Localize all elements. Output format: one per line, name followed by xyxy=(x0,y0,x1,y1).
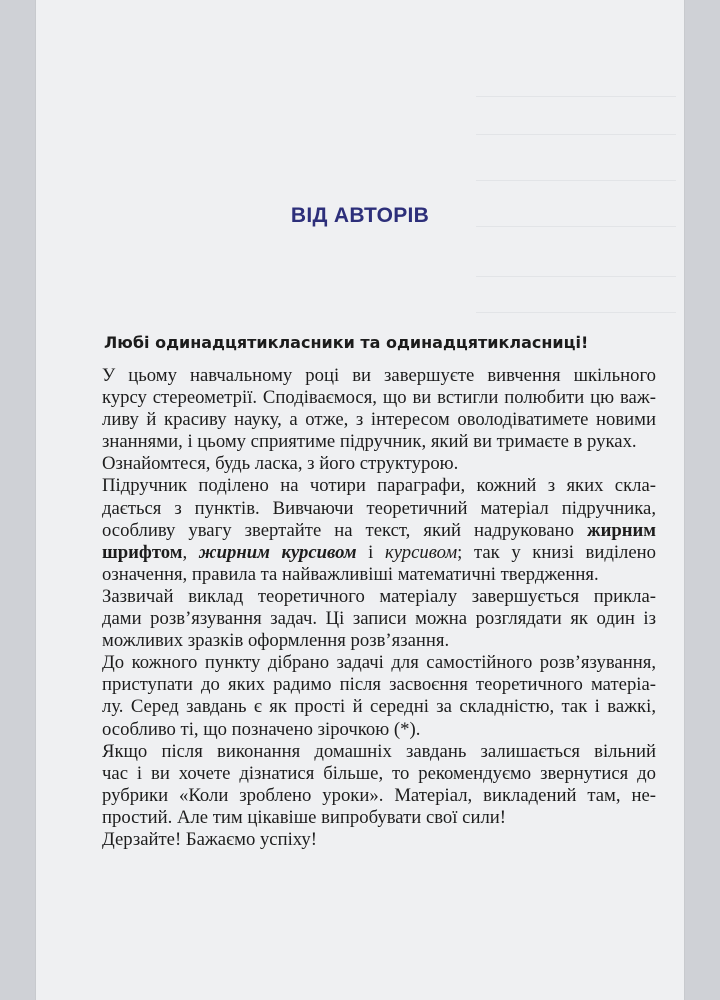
text-line: можливих зразків оформлення розв’язання. xyxy=(102,630,450,652)
text-line: лу. Серед завдань є як прості й середні за складністю, так і важкі, xyxy=(102,696,656,718)
text-run: ; так у книзі виділено xyxy=(457,541,656,563)
bold-italic-term: жирним курсивом xyxy=(198,541,357,563)
paragraph-6 xyxy=(74,741,656,829)
paragraph-3 xyxy=(74,475,656,585)
bleed-through-line xyxy=(476,134,676,135)
bleed-through-line xyxy=(476,180,676,181)
text-line: приступати до яких радимо після засвоєння теоретичного матеріа- xyxy=(102,674,656,696)
text-line: курсу стереометрії. Сподіваємося, що ви встигли полюбити цю важ- xyxy=(102,387,656,409)
bleed-through-line xyxy=(476,276,676,277)
text-run: особливу увагу звертайте на текст, який надруковано xyxy=(102,519,588,541)
paragraph-1 xyxy=(74,365,656,453)
paragraph-5 xyxy=(74,652,656,740)
text-line: дається з пунктів. Вивчаючи теоретичний матеріал підручника, xyxy=(102,497,656,519)
text-run: , xyxy=(182,541,199,563)
text-line xyxy=(74,520,656,542)
text-line: означення, правила та найважливіші математичні твердження. xyxy=(102,563,599,585)
text-line: До кожного пункту дібрано задачі для самостійного розв’язування, xyxy=(102,652,656,674)
text-line: Ознайомтеся, будь ласка, з його структурою. xyxy=(102,453,459,475)
text-line: Дерзайте! Бажаємо успіху! xyxy=(102,828,317,850)
greeting-line: Любі одинадцятикласники та одинадцятикласниці! xyxy=(104,333,589,352)
text-line: Підручник поділено на чотири параграфи, кожний з яких скла- xyxy=(102,475,656,497)
page-title: ВІД АВТОРІВ xyxy=(290,204,430,227)
body-text xyxy=(74,365,656,851)
bleed-through-line xyxy=(476,312,676,313)
text-line: особливо ті, що позначено зірочкою (*). xyxy=(102,718,421,740)
text-line: знаннями, і цьому сприятиме підручник, який ви тримаєте в руках. xyxy=(102,431,637,453)
paragraph-7 xyxy=(74,829,656,851)
text-line: Якщо після виконання домашніх завдань залишається вільний xyxy=(102,740,656,762)
text-line: Зазвичай виклад теоретичного матеріалу завершується прикла- xyxy=(102,585,656,607)
bold-term: шрифтом xyxy=(102,541,183,563)
text-run: і xyxy=(356,541,385,563)
paragraph-4 xyxy=(74,586,656,652)
text-line: простий. Але тим цікавіше випробувати свої сили! xyxy=(102,806,506,828)
text-line xyxy=(74,542,656,564)
text-line: час і ви хочете дізнатися більше, то рекомендуємо звернутися до xyxy=(102,762,656,784)
text-line: У цьому навчальному році ви завершуєте вивчення шкільного xyxy=(102,365,656,386)
text-line: рубрики «Коли зроблено уроки». Матеріал, викладений там, не- xyxy=(102,784,656,806)
bleed-through-line xyxy=(476,96,676,97)
bold-term: жирним xyxy=(587,519,656,541)
italic-term: курсивом xyxy=(384,541,458,563)
text-line: дами розв’язування задач. Ці записи можна розглядати як один із xyxy=(102,608,656,630)
paragraph-2 xyxy=(74,453,656,475)
text-line: ливу й красиву науку, а отже, з інтересом оволодіватимете новими xyxy=(102,409,656,431)
